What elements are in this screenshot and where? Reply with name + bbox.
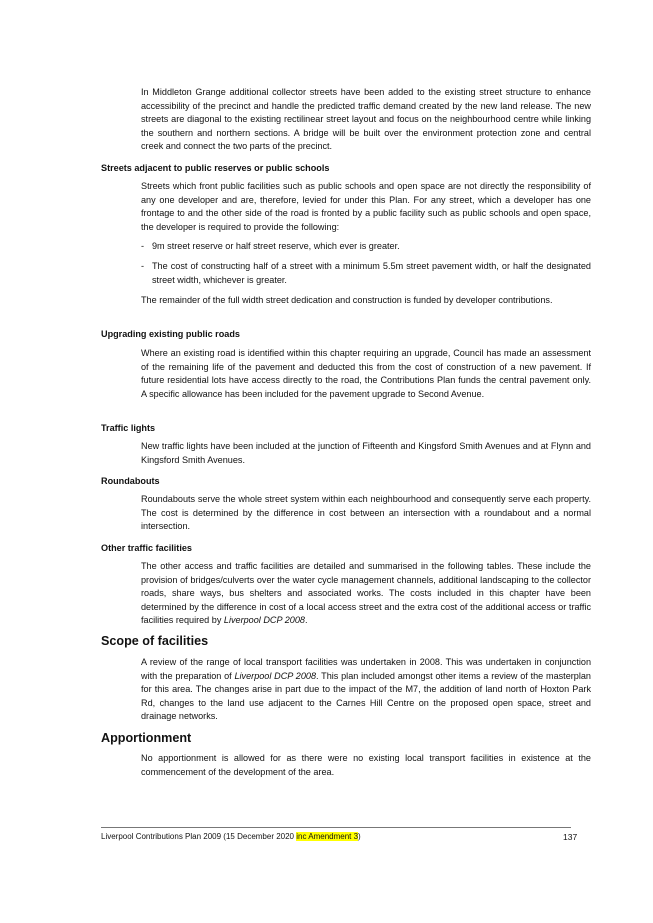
other-facilities-paragraph	[141, 560, 591, 628]
other-facilities-text: The other access and traffic facilities are detailed and summarised in the following tables. These include the provision of bridges/culverts over the water cycle management channels, additional landscaping to the collector roads, share ways, bus shelters and associated works. The costs included in this chapter have been determined by the difference in cost of a local access street and the extra cost of the additional access or traffic facilities required by	[141, 561, 591, 626]
heading-roundabouts: Roundabouts	[101, 476, 160, 486]
heading-apportionment: Apportionment	[101, 731, 192, 745]
heading-upgrading: Upgrading existing public roads	[101, 329, 240, 339]
heading-other-facilities: Other traffic facilities	[101, 543, 192, 553]
apportionment-paragraph: No apportionment is allowed for as there were no existing local transport facilities in existence at the commencement of the development of the area.	[141, 753, 591, 777]
traffic-lights-paragraph: New traffic lights have been included at the junction of Fifteenth and Kingsford Smith Avenues and at Flynn and Kingsford Smith Avenues.	[141, 441, 591, 465]
bullet-text: The cost of constructing half of a street with a minimum 5.5m street pavement width, or half the designated street width, whichever is greater.	[152, 261, 591, 285]
dcp-reference: Liverpool DCP 2008	[234, 670, 317, 681]
footer-divider	[101, 827, 571, 828]
bullet-text: 9m street reserve or half street reserve, which ever is greater.	[152, 241, 400, 251]
bullet-marker: -	[141, 261, 145, 271]
intro-paragraph: In Middleton Grange additional collector streets have been added to the existing street structure to enhance accessibility of the precinct and handle the predicted traffic demand created by the new land release. The new streets are diagonal to the existing rectilinear street layout and focus on the neighbourhood centre while linking the southern and northern sections. A bridge will be built over the environment protection zone and central creek and connect the two parts of the precinct.	[141, 87, 591, 152]
heading-traffic-lights: Traffic lights	[101, 423, 156, 433]
footer-title: Liverpool Contributions Plan 2009 (15 December 2020	[101, 832, 297, 841]
scope-text-start: A review of the range of local transport facilities was undertaken in 2008. This was undertaken in conjunction with the preparation of	[141, 657, 591, 681]
heading-scope: Scope of facilities	[101, 634, 209, 648]
scope-paragraph	[141, 656, 591, 724]
footer-text	[101, 831, 361, 842]
reserves-bullet-2	[141, 260, 591, 287]
roundabouts-paragraph: Roundabouts serve the whole street system within each neighbourhood and consequently serve each property. The cost is determined by the difference in cost between an intersection with a roundabout and a normal intersection.	[141, 494, 591, 532]
reserves-paragraph-2: The remainder of the full width street dedication and construction is funded by developer contributions.	[141, 295, 553, 305]
footer-amendment-highlight: inc Amendment 3	[296, 832, 359, 841]
footer-close-paren: )	[358, 832, 361, 841]
heading-reserves: Streets adjacent to public reserves or public schools	[101, 163, 330, 173]
reserves-bullet-1	[141, 240, 591, 254]
scope-text-rest: . This plan included amongst other items a review of the masterplan for this area. The changes arise in part due to the impact of the M7, the addition of land north of Hoxton Park Rd, changes to the land use adjacent to the Carnes Hill Centre on the proposed open space, street and drainage networks.	[141, 670, 591, 722]
page-number: 137	[563, 832, 578, 842]
other-facilities-end: .	[304, 615, 308, 626]
dcp-reference: Liverpool DCP 2008	[223, 615, 305, 626]
bullet-marker: -	[141, 241, 145, 251]
upgrading-paragraph: Where an existing road is identified within this chapter requiring an upgrade, Council has made an assessment of the remaining life of the pavement and deducted this from the cost of construction of a new pavement. If future residential lots have access directly to the road, the Contributions Plan funds the central pavement only. A specific allowance has been included for the pavement upgrade to Second Avenue.	[141, 348, 591, 399]
reserves-paragraph-1: Streets which front public facilities such as public schools and open space are not directly the responsibility of any one developer and are, therefore, levied for under this Plan. For any street, which a developer has one frontage to and the other side of the road is fronted by a public facility such as public schools and open space, the developer is required to provide the following:	[141, 181, 591, 232]
